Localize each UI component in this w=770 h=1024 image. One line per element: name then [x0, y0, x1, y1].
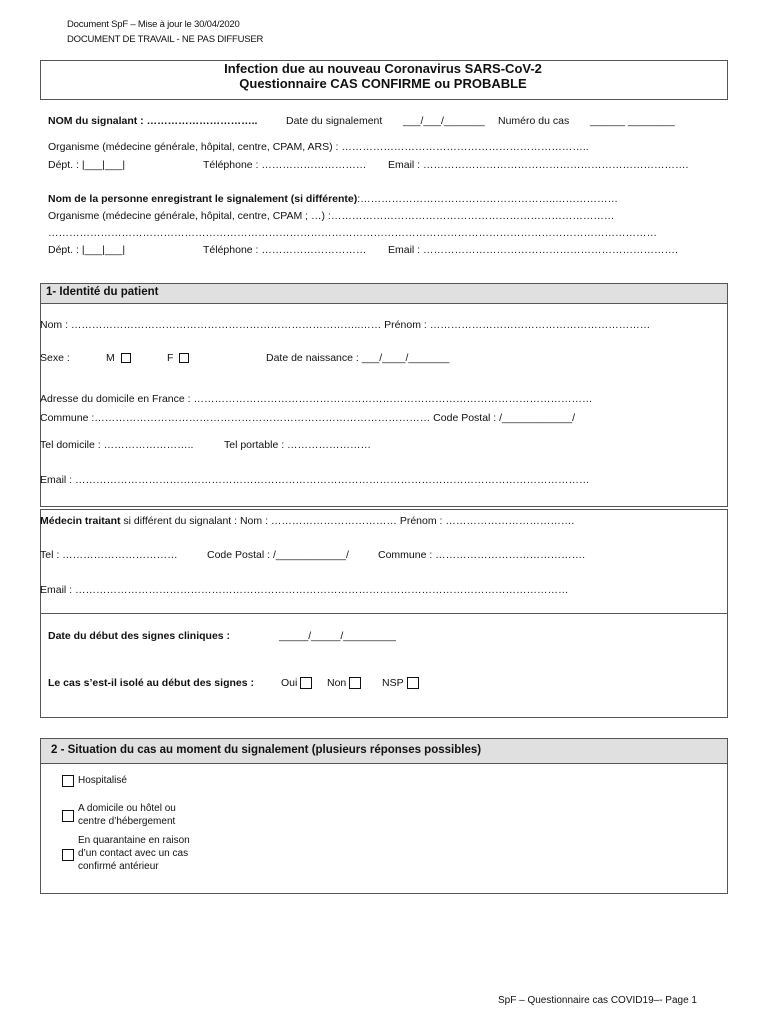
report-date-label: Date du signalement — [286, 115, 383, 127]
doc-status-line: DOCUMENT DE TRAVAIL - NE PAS DIFFUSER — [67, 34, 264, 45]
situation-quarantine-label-1: En quarantaine en raison — [78, 835, 190, 846]
isolation-dontknow-option[interactable] — [382, 677, 419, 689]
situation-hospitalized-label: Hospitalisé — [78, 775, 127, 786]
title-line-2: Questionnaire CAS CONFIRME ou PROBABLE — [239, 76, 527, 91]
birth-date-field[interactable]: Date de naissance : ___/____/_______ — [266, 352, 450, 364]
situation-home-label-1: A domicile ou hôtel ou — [78, 803, 176, 814]
title-line-1: Infection due au nouveau Coronavirus SARS-CoV-2 — [224, 61, 542, 76]
isolation-no-option[interactable] — [327, 677, 361, 689]
isolation-question: Le cas s’est-il isolé au début des signes : — [48, 677, 254, 689]
doctor-phone-field[interactable]: Tel : …………………………… — [40, 549, 178, 561]
divider — [40, 613, 728, 614]
isolation-dontknow-checkbox[interactable] — [407, 677, 419, 689]
page-footer: SpF – Questionnaire cas COVID19–- Page 1 — [498, 995, 697, 1006]
sex-label: Sexe : — [40, 352, 70, 364]
reporter-name-field[interactable]: NOM du signalant : ………………………….. — [48, 115, 258, 127]
reporter-email-field[interactable]: Email : …………………………………………………………………. — [388, 159, 689, 171]
situation-home-label-2: centre d’hébergement — [78, 816, 176, 827]
recorder-name-field[interactable] — [48, 193, 618, 205]
recorder-dept-field[interactable]: Dépt. : |___|___| — [48, 244, 126, 256]
recorder-organism-continuation[interactable]: ………………………………………………………………………………………………………………………………………………………… — [48, 227, 657, 239]
sex-male-label: M — [106, 352, 115, 364]
report-date-field[interactable]: ___/___/_______ — [403, 115, 485, 127]
patient-email-field[interactable]: Email : ………………………………………………………………………………………………………………………………… — [40, 474, 590, 486]
mobile-phone-field[interactable]: Tel portable : …………………… — [224, 439, 372, 451]
situation-home-option[interactable] — [62, 802, 262, 830]
reporter-dept-field[interactable]: Dépt. : |___|___| — [48, 159, 126, 171]
situation-hospitalized-option[interactable] — [62, 773, 262, 788]
page-title — [40, 61, 726, 91]
isolation-yes-option[interactable] — [281, 677, 312, 689]
situation-quarantine-label-3: confirmé antérieur — [78, 861, 159, 872]
situation-quarantine-option[interactable] — [62, 834, 262, 874]
situation-hospitalized-checkbox[interactable] — [62, 775, 74, 787]
recorder-organism-field[interactable]: Organisme (médecine générale, hôpital, centre, CPAM ; …) :……………………………………………………………………… — [48, 210, 615, 222]
sex-female-option[interactable] — [167, 352, 189, 364]
section-1-title: 1- Identité du patient — [46, 286, 159, 298]
reporter-organism-field[interactable]: Organisme (médecine générale, hôpital, centre, CPAM, ARS) : …………………………………………………………….. — [48, 141, 589, 153]
patient-name-field[interactable]: Nom : ………………………………………………………………………..…… Prénom : ……………………………………………………… — [40, 319, 651, 331]
isolation-no-checkbox[interactable] — [349, 677, 361, 689]
situation-quarantine-checkbox[interactable] — [62, 849, 74, 861]
sex-male-checkbox[interactable] — [121, 353, 131, 363]
address-field[interactable]: Adresse du domicile en France : …………………………………………………………………………………………………… — [40, 393, 593, 405]
onset-date-label: Date du début des signes cliniques : — [48, 630, 231, 642]
isolation-no-label: Non — [327, 677, 347, 689]
situation-quarantine-label-2: d’un contact avec un cas — [78, 848, 189, 859]
sex-male-option[interactable] — [106, 352, 131, 364]
doc-update-line: Document SpF – Mise à jour le 30/04/2020 — [67, 19, 240, 30]
isolation-yes-label: Oui — [281, 677, 298, 689]
treating-doctor-field[interactable] — [40, 515, 574, 527]
sex-female-checkbox[interactable] — [179, 353, 189, 363]
onset-date-field[interactable]: _____/_____/_________ — [279, 630, 396, 642]
home-phone-field[interactable]: Tel domicile : …………………….. — [40, 439, 194, 451]
commune-postal-field[interactable]: Commune :…………………………………………………………………………………… Code Postal : /____________/ — [40, 412, 576, 424]
section-2-title: 2 - Situation du cas au moment du signalement (plusieurs réponses possibles) — [51, 744, 482, 756]
case-number-field[interactable]: ______ ________ — [590, 115, 675, 127]
treating-doctor-label: Médecin traitant — [40, 515, 121, 527]
recorder-name-label: Nom de la personne enregistrant le signalement (si différente) — [48, 193, 358, 205]
situation-home-checkbox[interactable] — [62, 810, 74, 822]
isolation-yes-checkbox[interactable] — [300, 677, 312, 689]
reporter-phone-field[interactable]: Téléphone : ………………………… — [203, 159, 367, 171]
doctor-email-field[interactable]: Email : …………………………………………………………………………………………………………………………… — [40, 584, 569, 596]
case-number-label: Numéro du cas — [498, 115, 570, 127]
isolation-dontknow-label: NSP — [382, 677, 404, 689]
sex-female-label: F — [167, 352, 174, 364]
recorder-phone-field[interactable]: Téléphone : ………………………… — [203, 244, 367, 256]
doctor-commune-field[interactable]: Commune : ……………………………………. — [378, 549, 586, 561]
recorder-name-dots: :………………………………………………..……………… — [357, 193, 619, 205]
treating-doctor-name: si différent du signalant : Nom : ……………………………… Prénom : ………………………………. — [120, 515, 575, 527]
recorder-email-field[interactable]: Email : ………………………………………………………………. — [388, 244, 678, 256]
doctor-postal-field[interactable]: Code Postal : /____________/ — [207, 549, 349, 561]
